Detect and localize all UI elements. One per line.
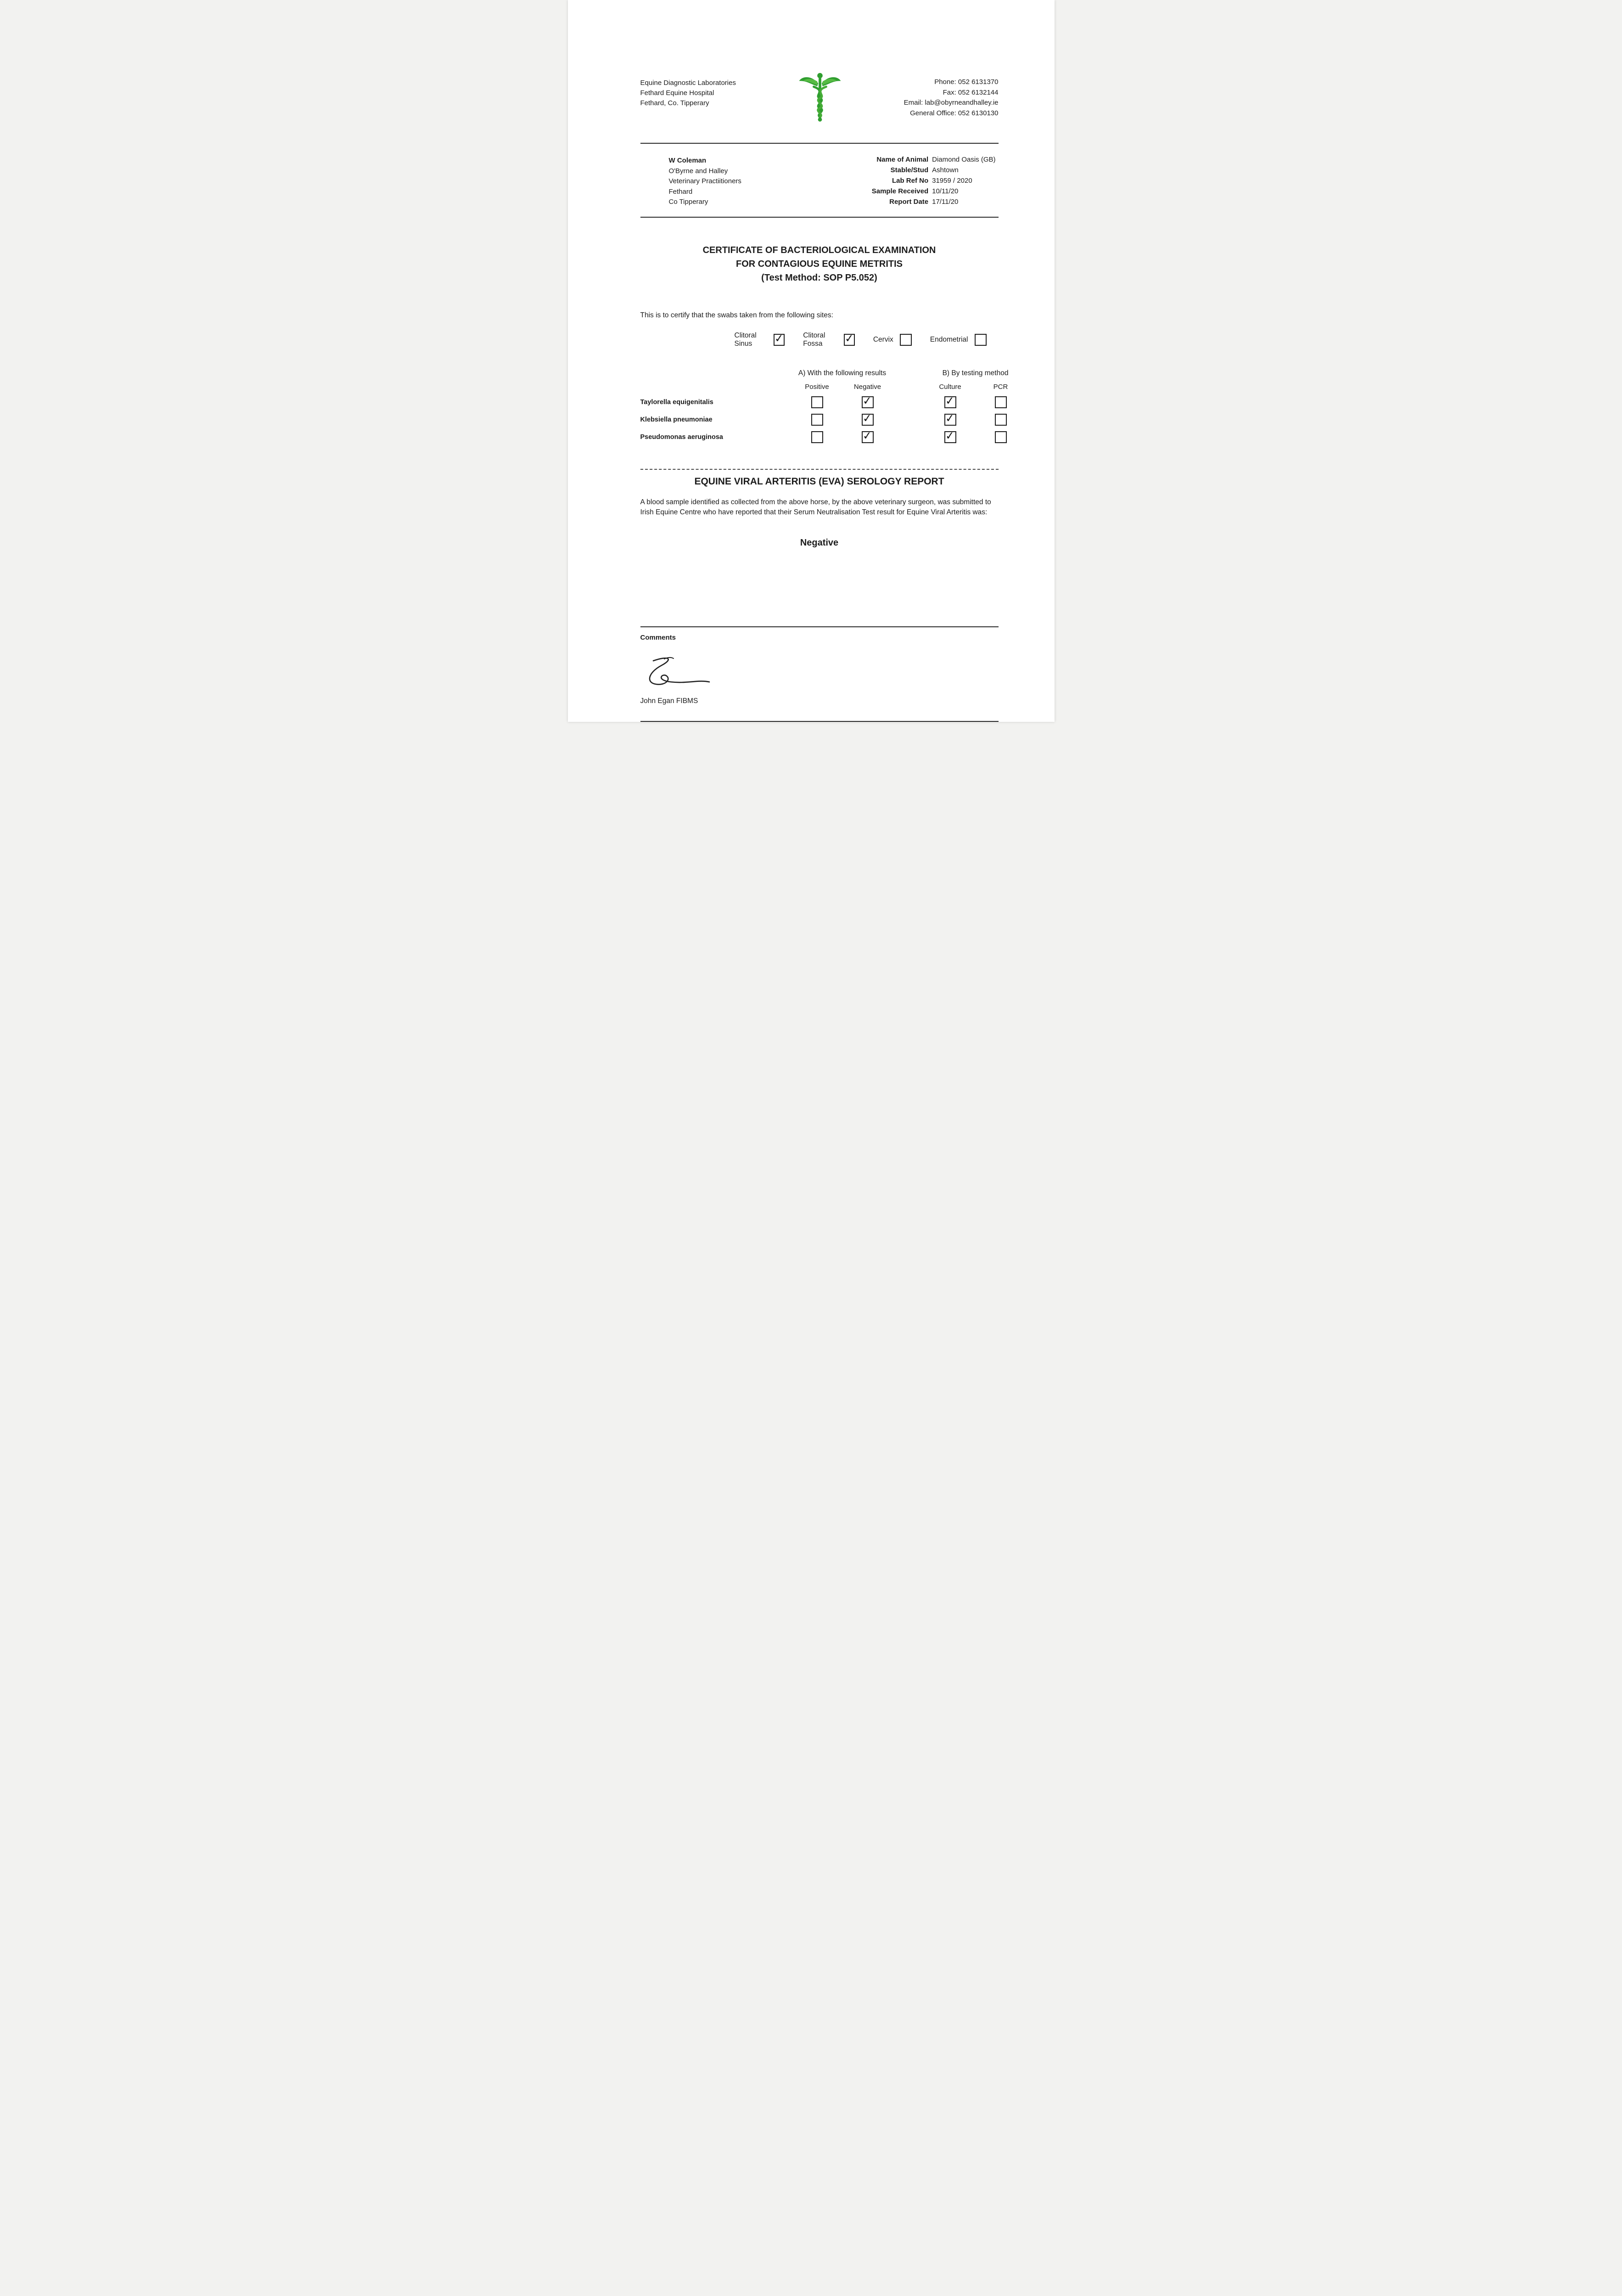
checkbox-klebsiella-pcr[interactable] bbox=[995, 414, 1007, 426]
detail-label: Name of Animal bbox=[876, 156, 929, 163]
certificate-title-line2: FOR CONTAGIOUS EQUINE METRITIS bbox=[736, 259, 903, 269]
detail-label: Lab Ref No bbox=[892, 177, 929, 185]
comments-label: Comments bbox=[640, 634, 676, 642]
contact-block bbox=[904, 73, 999, 118]
addressee-role: Veterinary Practiitioners bbox=[668, 177, 741, 185]
results-group-header: A) With the following results bbox=[798, 369, 887, 377]
checkbox-taylorella-pcr[interactable] bbox=[995, 396, 1007, 408]
addressee-name: W Coleman bbox=[668, 157, 707, 164]
checkbox-pseudomonas-culture[interactable] bbox=[944, 431, 956, 443]
checkbox-cervix[interactable] bbox=[900, 334, 912, 346]
certificate-title bbox=[640, 243, 999, 285]
site-clitoral-sinus bbox=[735, 332, 785, 348]
divider bbox=[640, 721, 999, 722]
organism-label: Pseudomonas aeruginosa bbox=[640, 433, 723, 441]
checkbox-taylorella-negative[interactable] bbox=[862, 396, 874, 408]
column-header-culture: Culture bbox=[939, 383, 961, 391]
site-label: Endometrial bbox=[930, 335, 968, 343]
sample-received-value: 10/11/20 bbox=[932, 187, 959, 195]
certificate-title-line3: (Test Method: SOP P5.052) bbox=[761, 272, 877, 283]
checkmark: ✓ bbox=[862, 429, 873, 443]
column-header-negative: Negative bbox=[853, 383, 881, 391]
lab-hospital: Fethard Equine Hospital bbox=[640, 89, 714, 97]
checkmark: ✓ bbox=[774, 332, 785, 345]
reference-section bbox=[640, 144, 999, 217]
checkbox-taylorella-culture[interactable] bbox=[944, 396, 956, 408]
letterhead bbox=[640, 73, 999, 127]
eva-result: Negative bbox=[800, 538, 839, 548]
checkmark: ✓ bbox=[945, 394, 955, 408]
dashed-divider bbox=[640, 469, 999, 470]
column-header-positive: Positive bbox=[805, 383, 829, 391]
signatory-name: John Egan FIBMS bbox=[640, 697, 698, 705]
detail-label: Report Date bbox=[889, 198, 929, 206]
report-date-value: 17/11/20 bbox=[932, 198, 959, 206]
detail-label: Sample Received bbox=[871, 187, 929, 195]
checkbox-pseudomonas-pcr[interactable] bbox=[995, 431, 1007, 443]
divider bbox=[640, 217, 999, 218]
checkbox-klebsiella-positive[interactable] bbox=[811, 414, 823, 426]
checkbox-pseudomonas-negative[interactable] bbox=[862, 431, 874, 443]
addressee-practice: O'Byrne and Halley bbox=[668, 167, 728, 175]
site-clitoral-fossa bbox=[803, 332, 855, 348]
addressee-block bbox=[669, 156, 741, 208]
site-endometrial bbox=[930, 334, 987, 346]
swab-sites-row bbox=[735, 332, 999, 348]
site-label: Cervix bbox=[873, 335, 893, 343]
checkbox-clitoral-fossa[interactable] bbox=[844, 334, 855, 346]
checkbox-endometrial[interactable] bbox=[975, 334, 987, 346]
eva-report-body: A blood sample identified as collected from the above horse, by the above veterinary surgeon, was submitted to Irish Equine Centre who have reported that their Serum Neutralisation Test result for Equine Viral Arteritis was: bbox=[640, 498, 991, 516]
email-line: Email: lab@obyrneandhalley.ie bbox=[904, 99, 999, 107]
certify-intro: This is to certify that the swabs taken from the following sites: bbox=[640, 311, 833, 319]
addressee-town: Fethard bbox=[668, 187, 693, 196]
caduceus-logo-icon bbox=[796, 72, 844, 127]
checkmark: ✓ bbox=[862, 411, 873, 425]
site-label: Clitoral Fossa bbox=[803, 331, 825, 348]
checkmark: ✓ bbox=[862, 394, 873, 408]
signature-image bbox=[641, 654, 999, 692]
stable-stud-value: Ashtown bbox=[932, 166, 959, 174]
checkbox-klebsiella-culture[interactable] bbox=[944, 411, 956, 426]
checkbox-taylorella-positive[interactable] bbox=[811, 396, 823, 408]
fax-line: Fax: 052 6132144 bbox=[943, 88, 999, 96]
phone-line: Phone: 052 6131370 bbox=[934, 78, 999, 86]
site-cervix bbox=[873, 334, 912, 346]
addressee-county: Co Tipperary bbox=[668, 198, 708, 206]
checkbox-clitoral-sinus[interactable] bbox=[774, 334, 785, 346]
sample-details bbox=[872, 156, 996, 208]
cem-results-table bbox=[640, 369, 1009, 443]
detail-label: Stable/Stud bbox=[890, 166, 929, 174]
checkmark: ✓ bbox=[945, 429, 955, 443]
eva-report-title: EQUINE VIRAL ARTERITIS (EVA) SEROLOGY REPORT bbox=[694, 476, 944, 487]
checkbox-klebsiella-negative[interactable] bbox=[862, 411, 874, 426]
checkbox-pseudomonas-positive[interactable] bbox=[811, 431, 823, 443]
lab-location: Fethard, Co. Tipperary bbox=[640, 99, 709, 107]
organism-label: Klebsiella pneumoniae bbox=[640, 416, 713, 423]
animal-name-value: Diamond Oasis (GB) bbox=[932, 156, 996, 163]
organism-label: Taylorella equigenitalis bbox=[640, 398, 713, 406]
certificate-title-line1: CERTIFICATE OF BACTERIOLOGICAL EXAMINATION bbox=[702, 245, 936, 255]
checkmark: ✓ bbox=[844, 332, 854, 345]
checkmark: ✓ bbox=[945, 411, 955, 425]
site-label: Clitoral Sinus bbox=[734, 331, 757, 348]
general-office-line: General Office: 052 6130130 bbox=[910, 109, 999, 117]
method-group-header: B) By testing method bbox=[942, 369, 1009, 377]
certificate-page bbox=[568, 0, 1055, 722]
lab-ref-value: 31959 / 2020 bbox=[932, 177, 972, 185]
lab-name: Equine Diagnostic Laboratories bbox=[640, 79, 736, 87]
lab-address-block bbox=[640, 73, 736, 108]
column-header-pcr: PCR bbox=[993, 383, 1008, 391]
divider bbox=[640, 626, 999, 627]
